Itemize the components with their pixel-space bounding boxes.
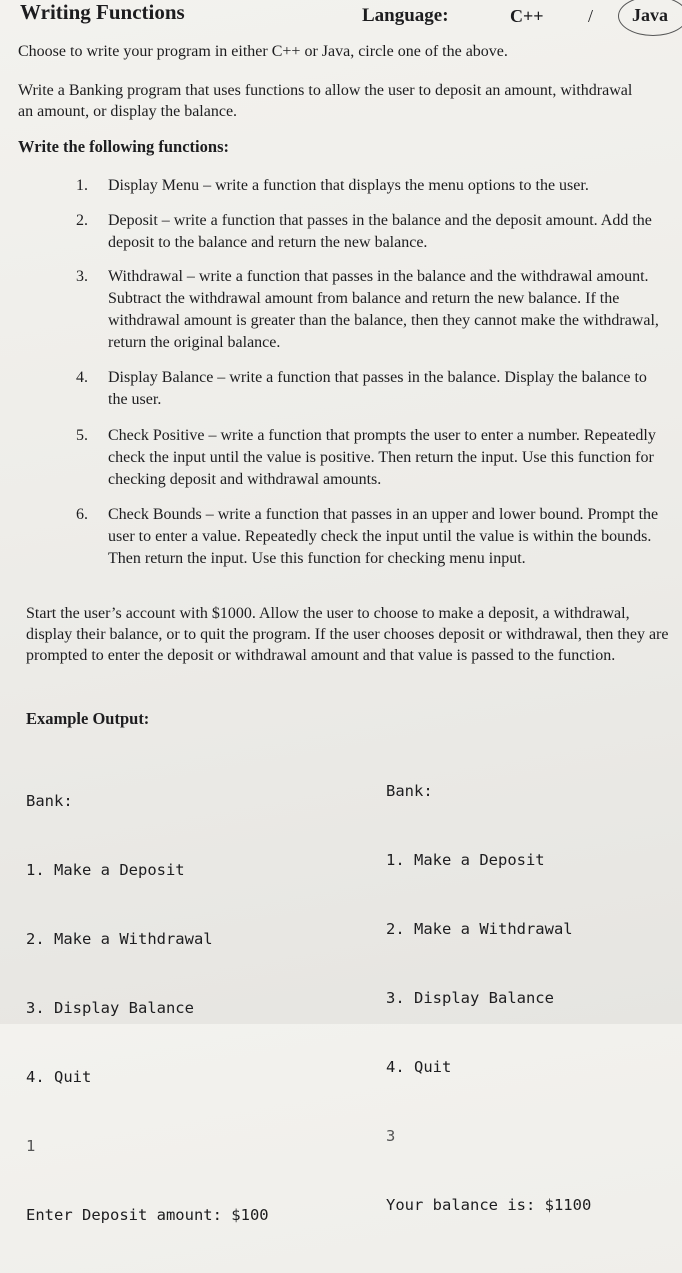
- code-line-user-input: 1: [26, 1137, 36, 1155]
- functions-heading: Write the following functions:: [18, 137, 229, 156]
- item-text: Deposit – write a function that passes in the balance and the deposit amount. Add the deposit to the balance and return the new balance.: [108, 212, 652, 251]
- item-number: 6.: [76, 506, 88, 523]
- code-line: 2. Make a Withdrawal: [26, 930, 213, 948]
- item-text: Display Balance – write a function that passes in the balance. Display the balance to the user.: [108, 369, 647, 408]
- language-label: Language:: [362, 5, 449, 26]
- page-title: Writing Functions: [20, 0, 185, 24]
- code-line: Bank:: [386, 782, 433, 800]
- code-line: 3. Display Balance: [386, 989, 554, 1007]
- item-text: Check Bounds – write a function that passes in an upper and lower bound. Prompt the user to enter a value. Repeatedly check the input until the value is within the bounds. Then return the input. Use this function for checking menu input.: [108, 506, 659, 567]
- example-output-right: [386, 734, 591, 1263]
- language-separator: /: [588, 6, 594, 26]
- code-line: Bank:: [26, 792, 73, 810]
- example-output-left: [26, 744, 269, 1273]
- code-line: 3. Display Balance: [26, 999, 194, 1017]
- intro-choose: Choose to write your program in either C++ or Java, circle one of the above.: [18, 43, 508, 60]
- item-number: 3.: [76, 268, 88, 285]
- item-number: 1.: [76, 177, 88, 194]
- item-text: Withdrawal – write a function that passes in the balance and the withdrawal amount. Subtract the withdrawal amount from balance and return the new balance. If the withdrawal amount is greater than the balance, then they cannot make the withdrawal, return the original balance.: [108, 268, 659, 351]
- code-line-user-input: 3: [386, 1127, 396, 1145]
- code-line: 2. Make a Withdrawal: [386, 920, 573, 938]
- code-line: 4. Quit: [386, 1058, 452, 1076]
- item-number: 5.: [76, 427, 88, 444]
- code-line: 1. Make a Deposit: [386, 851, 545, 869]
- item-number: 4.: [76, 369, 88, 386]
- language-option-java: Java: [632, 5, 668, 25]
- example-heading: Example Output:: [26, 709, 150, 728]
- code-line: 4. Quit: [26, 1068, 92, 1086]
- language-option-cpp: C++: [510, 6, 544, 26]
- item-text: Display Menu – write a function that displays the menu options to the user.: [108, 177, 589, 194]
- code-line: 1. Make a Deposit: [26, 861, 185, 879]
- item-text: Check Positive – write a function that prompts the user to enter a number. Repeatedly check the input until the value is positive. Then return the input. Use this function for checking deposit and withdrawal amounts.: [108, 427, 656, 488]
- code-line: Your balance is: $1100: [386, 1196, 592, 1214]
- code-line: Enter Deposit amount: $100: [26, 1206, 269, 1224]
- closing-paragraph: Start the user’s account with $1000. Allow the user to choose to make a deposit, a withdrawal, display their balance, or to quit the program. If the user chooses deposit or withdrawal, then they are prompted to enter the deposit or withdrawal amount and that value is passed to the function.: [26, 605, 669, 664]
- item-number: 2.: [76, 212, 88, 229]
- intro-banking: Write a Banking program that uses functions to allow the user to deposit an amount, withdrawal an amount, or display the balance.: [18, 82, 633, 120]
